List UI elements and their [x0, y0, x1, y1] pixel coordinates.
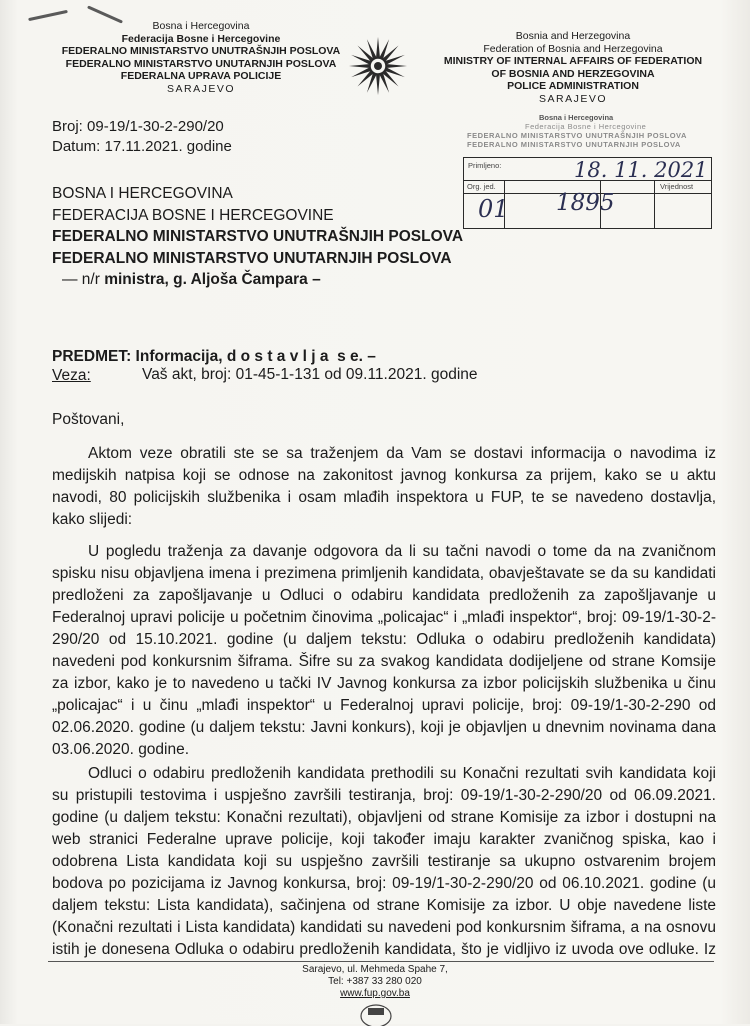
reference-block: [52, 117, 232, 157]
subject-text: Informacija, d o s t a v l j a s e. –: [135, 348, 376, 365]
header-right-line: MINISTRY OF INTERNAL AFFAIRS OF FEDERATION: [443, 55, 703, 67]
header-right-line: OF BOSNIA AND HERZEGOVINA: [491, 67, 655, 80]
paragraph-line: 290/20 od 15.10.2021. godine (u daljem tekstu: Odluka o odabiru predloženih kandidata): [52, 631, 716, 648]
greeting: Poštovani,: [52, 411, 125, 428]
footer-divider: [48, 961, 714, 962]
attention-prefix: — n/r: [62, 271, 105, 288]
reference-label: Veza:: [52, 367, 91, 384]
paragraph-line: navedeni pod konkursnim šiframa. Šifre su za svakog kandidata dodijeljene od strane Komsije: [52, 653, 716, 670]
addressee-line: FEDERALNO MINISTARSTVO UNUTARNJIH POSLOVA: [52, 249, 452, 267]
stamp-line: FEDERALNO MINISTARSTVO UNUTRAŠNJIH POSLOVA: [467, 131, 687, 140]
footer-address: Sarajevo, ul. Mehmeda Spahe 7,: [302, 964, 448, 975]
subject-label: PREDMET:: [52, 348, 132, 365]
stamp-value-label: Vrijednost: [660, 182, 694, 191]
paragraph-line: bodova po pozicijama iz Javnog konkursa, broj: 09-19/1-30-2-290/20 od 06.10.2021. godine (u: [52, 875, 716, 892]
paragraph-line: za izbor, kako je to navedeno u tački IV Javnog konkursa za izbor policijskih službenika u činu: [52, 675, 716, 692]
header-left: [56, 20, 346, 95]
header-left-line: SARAJEVO: [166, 82, 236, 95]
header-left-line: Bosna i Hercegovina: [152, 20, 250, 32]
stamp-received-label: Primljeno:: [468, 161, 502, 170]
paragraph-line: predloženi za zapošljavanje u Odluci o odabiru kandidata predloženih za zapošljavanje u: [52, 587, 716, 604]
paragraph-line: su pristupili testovima i uspješno završili testiranja, broj: 09-19/1-30-2-290/20 od 06.09.2021.: [52, 787, 716, 804]
header-right-line: Bosnia and Herzegovina: [515, 30, 631, 42]
paragraph-line: U pogledu traženja za davanje odgovora da li su tačni navodi o tome da na zvaničnom: [88, 543, 716, 560]
paragraph-line: odobrena Lista kandidata koji su uspješno završili testiranje sa ukupno ostvarenim brojem: [52, 853, 716, 870]
paragraph-2: [52, 541, 716, 761]
paragraph-line: istih je donesena Odluka o odabiru predloženih kandidata, što je vidljivo iz uvoda ove odluke. Iz: [52, 941, 716, 958]
header-left-line: Federacija Bosne i Hercegovine: [121, 32, 281, 45]
tuv-certification-logo-icon: [358, 1000, 394, 1026]
paragraph-line: daljem tekstu: Lista kandidata), sačinjena od strane Komisije za izbor. U obje navedene liste: [52, 897, 716, 914]
paragraph-line: spisku nisu objavljena imena i prezimena primljenih kandidata, obavještavate se da su kandidati: [52, 565, 716, 582]
paragraph-1: [52, 443, 716, 531]
addressee-line: BOSNA I HERCEGOVINA: [52, 185, 233, 202]
header-left-line: FEDERALNO MINISTARSTVO UNUTARNJIH POSLOVA: [65, 57, 337, 70]
header-right-line: SARAJEVO: [538, 92, 608, 105]
addressee-block: [52, 183, 463, 291]
attention-name: ministra, g. Aljoša Čampara –: [104, 271, 321, 288]
stamp-registry-number: 1895: [556, 190, 615, 216]
receipt-stamp-header: [467, 113, 713, 149]
stamp-line: Bosna i Hercegovina: [539, 113, 614, 122]
header-left-line: FEDERALNO MINISTARSTVO UNUTRAŠNJIH POSLOVA: [61, 45, 341, 57]
paragraph-line: medijskih natpisa koji se odnose na zakonitost javnog konkursa za prijem, kako se u aktu: [52, 467, 716, 484]
stamp-line: FEDERALNO MINISTARSTVO UNUTARNJIH POSLOVA: [467, 140, 681, 149]
footer-website-link[interactable]: www.fup.gov.ba: [340, 988, 410, 999]
paragraph-line: 02.06.2020. godine (u daljem tekstu: Javni konkurs), koji je objavljen u dnevnim novinama dana: [52, 719, 716, 736]
stamp-received-date: 18. 11. 2021: [574, 158, 708, 182]
addressee-attention: [52, 269, 463, 291]
stamp-divider: [654, 180, 655, 228]
addressee-line: FEDERACIJA BOSNE I HERCEGOVINE: [52, 206, 334, 224]
emblem-star-icon: [348, 36, 408, 96]
paragraph-line: navodi, 80 policijskih službenika i osam mlađih inspektora u FUP, te se navedeno dostavlja,: [52, 489, 716, 506]
footer: [230, 964, 520, 1000]
reference-number: Broj: 09-19/1-30-2-290/20: [52, 118, 224, 135]
footer-phone: Tel: +387 33 280 020: [328, 976, 422, 987]
paragraph-3: [52, 763, 716, 961]
header-right-line: POLICE ADMINISTRATION: [507, 80, 639, 92]
header-left-line: FEDERALNA UPRAVA POLICIJE: [120, 70, 282, 82]
stamp-org-unit-label: Org. jed.: [467, 182, 496, 191]
stamp-org-unit-value: 01: [478, 195, 509, 223]
paragraph-line: kako slijedi:: [52, 511, 133, 528]
paragraph-line: 03.06.2020. godine.: [52, 741, 190, 758]
reference-text: Vaš akt, broj: 01-45-1-131 od 09.11.2021. godine: [142, 366, 478, 383]
addressee-line: FEDERALNO MINISTARSTVO UNUTRAŠNJIH POSLOVA: [52, 228, 464, 245]
paragraph-line: „policajac“ i u činu „mlađi inspektor“ u Federalnoj upravi policije, broj: 09-19/1-30-2-290 od: [52, 697, 716, 714]
paragraph-line: Federalnoj upravi policije u početnim činovima „policajac“ i „mlađi inspektor“, broj: 09-19/1-30-2-: [52, 609, 716, 626]
stamp-line: Federacija Bosne i Hercegovine: [525, 122, 647, 131]
paragraph-line: Aktom veze obratili ste se sa traženjem da Vam se dostavi informacija o navodima iz: [88, 445, 716, 462]
header-right: [428, 30, 718, 105]
reference-date: Datum: 17.11.2021. godine: [52, 138, 232, 155]
paragraph-line: web stranici Federalne uprave policije, koji također imaju karakter zvaničnog spiska, kao i: [52, 831, 716, 848]
paragraph-line: (Konačni rezultati i Lista kandidata) kandidati su navedeni pod konkursnim šiframa, a na osnovu: [52, 919, 716, 936]
paragraph-line: godine (u daljem tekstu: Konačni rezultati), objavljeni od strane Komisije za izbor i dostupni na: [52, 809, 716, 826]
header-right-line: Federation of Bosnia and Herzegovina: [483, 42, 663, 55]
paragraph-line: Odluci o odabiru predloženih kandidata prethodili su Konačni rezultati svih kandidata koji: [88, 765, 716, 782]
